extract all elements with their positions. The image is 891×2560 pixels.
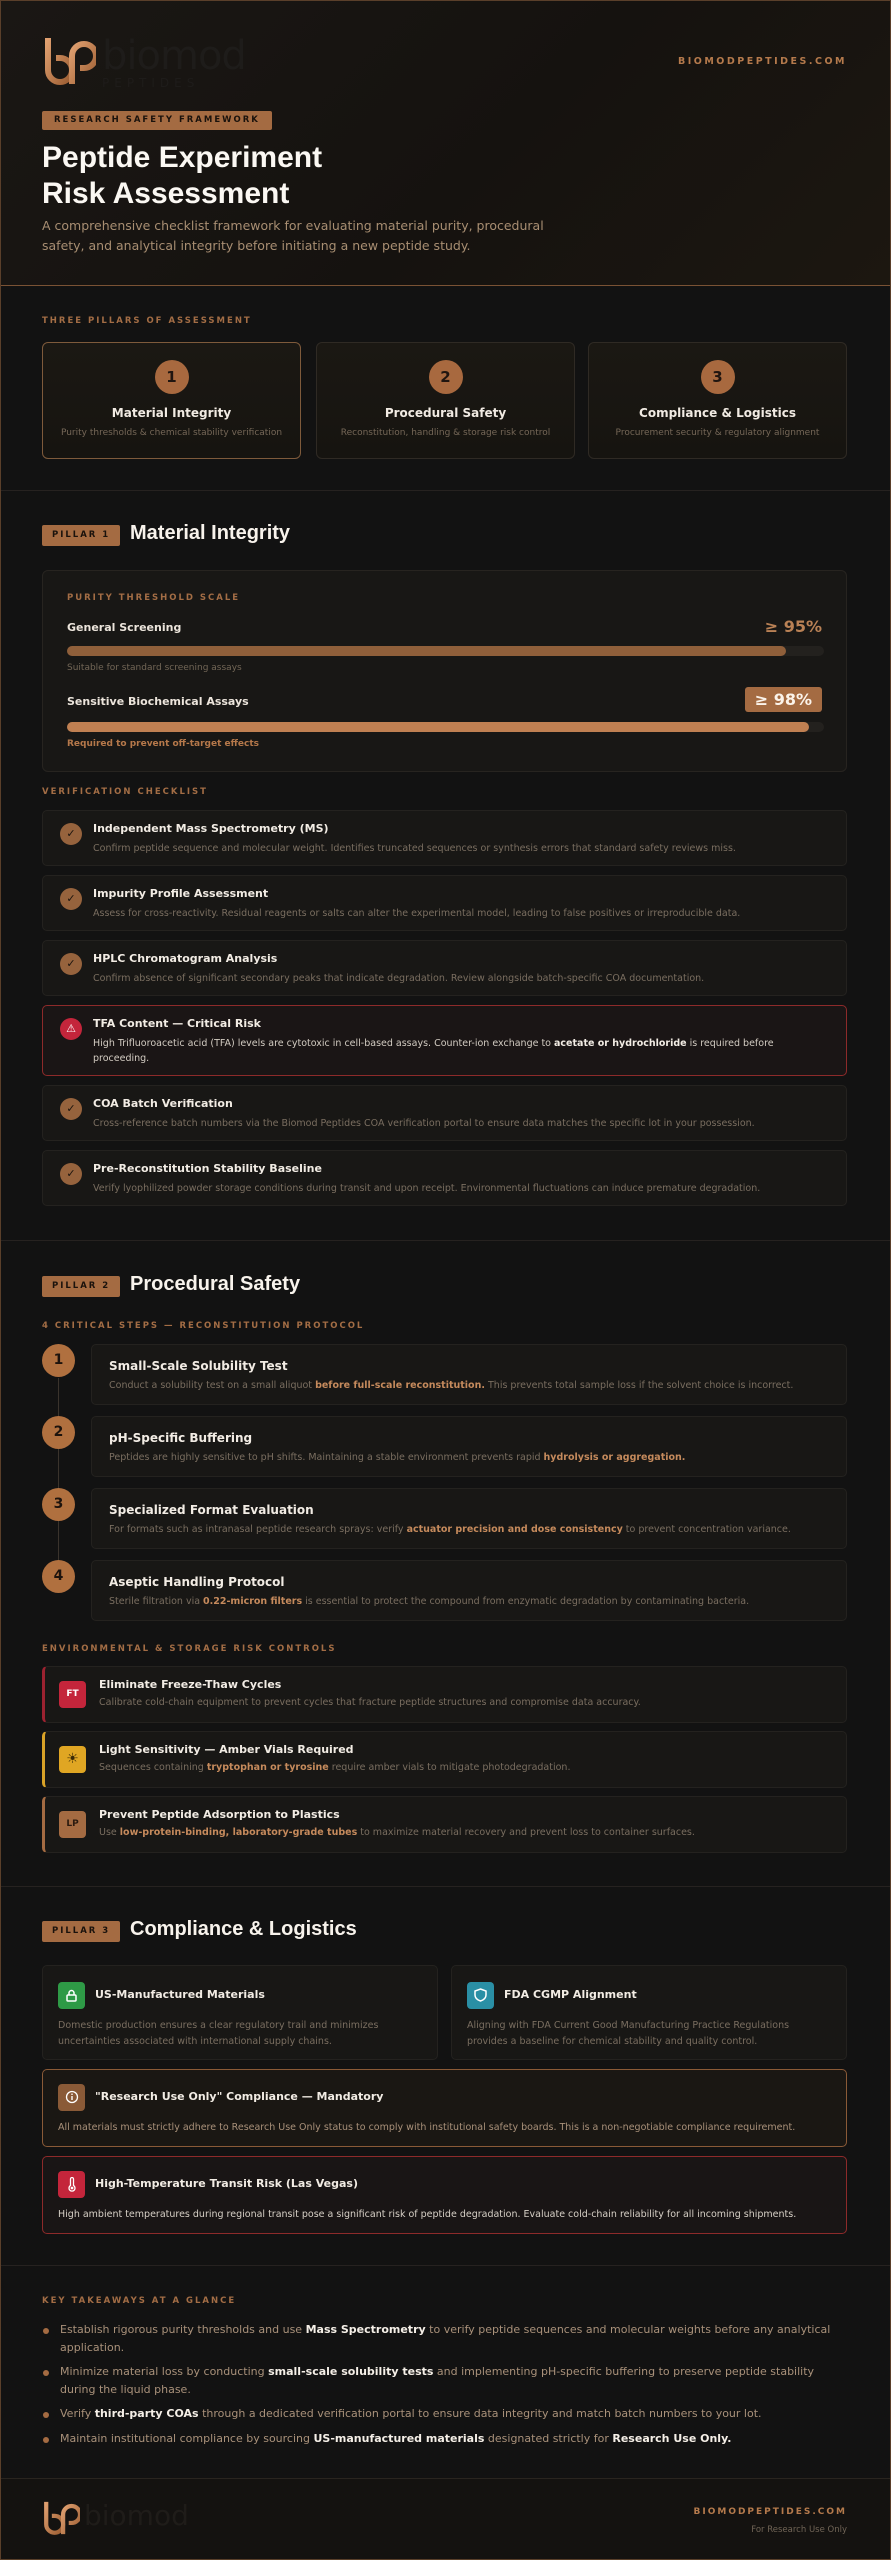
step-number: 1 [42,1344,75,1377]
compliance-card-title: FDA CGMP Alignment [504,1988,637,2001]
env-control-card[interactable] [42,1796,847,1853]
pillar-subtitle: Procurement security & regulatory alignment [615,428,820,438]
material-integrity-heading: Material Integrity [130,522,291,544]
page-footer [0,2478,891,2560]
env-controls-label: ENVIRONMENTAL & STORAGE RISK CONTROLS [42,1644,337,1654]
logo-wordmark: biomod [102,33,246,79]
env-control-card[interactable] [42,1666,847,1723]
check-icon: ✓ [60,1098,82,1120]
section-divider [0,1240,891,1241]
compliance-card-desc: Aligning with FDA Current Good Manufacturing Practice Regulations provides a baseline for chemical stability and quality control. [467,2020,790,2047]
checklist-item-desc: Cross-reference batch numbers via the Biomod Peptides COA verification portal to ensure data matches the specific lot in your possession. [93,1118,755,1129]
site-link[interactable]: BIOMODPEPTIDES.COM [677,56,847,67]
pillars-label: THREE PILLARS OF ASSESSMENT [42,316,252,326]
env-control-desc: Use low-protein-binding, laboratory-grade tubes to maximize material recovery and prevent loss to container surfaces. [99,1827,695,1838]
pillar-card-procedural[interactable] [316,342,575,459]
takeaway-item: Establish rigorous purity thresholds and use Mass Spectrometry to verify peptide sequences and molecular weights before any analytical application. [60,2323,831,2354]
procedural-safety-heading: Procedural Safety [130,1273,301,1295]
checklist-item-desc: Confirm absence of significant secondary peaks that indicate degradation. Review alongside batch-specific COA documentation. [93,973,705,984]
takeaway-item: Minimize material loss by conducting small-scale solubility tests and implementing pH-specific buffering to preserve peptide stability during the liquid phase. [60,2365,815,2396]
checklist-item-title: HPLC Chromatogram Analysis [93,952,278,965]
logo-subtitle: PEPTIDES [102,76,200,90]
biomod-logo-icon [42,34,96,88]
step-desc: Conduct a solubility test on a small aliquot before full-scale reconstitution. This prevents total sample loss if the solvent choice is incorrect. [109,1380,794,1391]
footer-ruo-note: For Research Use Only [751,2525,847,2535]
ruo-compliance-card[interactable] [42,2069,847,2147]
section-divider [0,1886,891,1887]
threshold-label: General Screening [67,621,182,634]
compliance-card[interactable] [42,1965,438,2060]
takeaways-label: KEY TAKEAWAYS AT A GLANCE [42,2296,237,2306]
checklist-item-desc: Assess for cross-reactivity. Residual reagents or salts can alter the experimental model, leading to false positives or irreproducible data. [93,908,741,919]
bullet-icon [43,2370,49,2376]
checklist-item[interactable] [42,1150,847,1206]
transit-risk-desc: High ambient temperatures during regional transit pose a significant risk of peptide degradation. Evaluate cold-chain reliability for all incoming shipments. [58,2209,797,2220]
step-number: 4 [42,1560,75,1593]
threshold-note: Suitable for standard screening assays [67,663,242,673]
bullet-icon [43,2412,49,2418]
threshold-value: ≥ 98% [745,687,822,712]
takeaway-item: Maintain institutional compliance by sourcing US-manufactured materials designated strictly for Research Use Only. [60,2432,732,2445]
bullet-icon [43,2328,49,2334]
checklist-item-desc: High Trifluoroacetic acid (TFA) levels are cytotoxic in cell-based assays. Counter-ion exchange to acetate or hydrochloride is required before proceeding. [93,1038,774,1064]
checklist-item[interactable] [42,810,847,866]
transit-risk-card[interactable] [42,2156,847,2234]
env-control-title: Eliminate Freeze-Thaw Cycles [99,1678,282,1691]
pillar-card-compliance[interactable] [588,342,847,459]
title-line-2: Risk Assessment [42,177,290,210]
checklist-item-title: TFA Content — Critical Risk [93,1017,261,1030]
steps-connector [58,1378,59,1588]
step-number: 2 [42,1416,75,1449]
ruo-desc: All materials must strictly adhere to Research Use Only status to comply with institutional safety boards. This is a non-negotiable compliance requirement. [58,2122,796,2133]
page-title [42,140,642,212]
threshold-bar-fill [67,722,809,732]
checklist-item[interactable] [42,940,847,996]
check-icon: ✓ [60,953,82,975]
ruo-title: "Research Use Only" Compliance — Mandatory [95,2090,384,2103]
compliance-heading: Compliance & Logistics [130,1918,357,1940]
compliance-card-desc: Domestic production ensures a clear regulatory trail and minimizes uncertainties associated with international supply chains. [58,2020,379,2047]
sun-icon: ☀ [59,1746,86,1773]
pillar-subtitle: Purity thresholds & chemical stability verification [60,428,283,438]
takeaway-item: Verify third-party COAs through a dedicated verification portal to ensure data integrity and match batch numbers to your lot. [60,2407,762,2420]
pillar-title: Material Integrity [111,406,232,420]
compliance-card-title: US-Manufactured Materials [95,1988,265,2001]
checklist-item-title: Pre-Reconstitution Stability Baseline [93,1162,322,1175]
page-description: A comprehensive checklist framework for evaluating material purity, procedural safety, and analytical integrity before initiating a new peptide study. [42,218,544,253]
step-desc: For formats such as intranasal peptide research sprays: verify actuator precision and dose consistency to prevent concentration variance. [109,1524,791,1535]
lock-icon [58,1982,85,2009]
pillar-number: 3 [701,360,735,394]
env-control-desc: Calibrate cold-chain equipment to prevent cycles that fracture peptide structures and compromise data accuracy. [99,1697,641,1708]
brand-logo[interactable] [42,34,246,90]
threshold-bar [67,722,824,732]
step-card[interactable] [91,1560,847,1621]
shield-icon [467,1982,494,2009]
check-icon: ✓ [60,823,82,845]
threshold-label: Sensitive Biochemical Assays [67,695,249,708]
checklist-item-desc: Verify lyophilized powder storage conditions during transit and upon receipt. Environmental fluctuations can induce premature degradation. [93,1183,761,1194]
step-title: pH-Specific Buffering [109,1431,253,1445]
checklist-item-title: Independent Mass Spectrometry (MS) [93,822,329,835]
compliance-card[interactable] [451,1965,847,2060]
env-control-title: Prevent Peptide Adsorption to Plastics [99,1808,340,1821]
step-card[interactable] [91,1344,847,1405]
section-divider [0,490,891,491]
info-icon [58,2084,85,2111]
transit-risk-title: High-Temperature Transit Risk (Las Vegas) [95,2177,358,2190]
pillar-number: 2 [429,360,463,394]
checklist-item-desc: Confirm peptide sequence and molecular weight. Identifies truncated sequences or synthesis errors that standard safety reviews miss. [93,843,736,854]
step-number: 3 [42,1488,75,1521]
warning-icon: ⚠ [60,1018,82,1040]
framework-badge: RESEARCH SAFETY FRAMEWORK [42,111,272,130]
env-control-card[interactable] [42,1731,847,1788]
pillar-3-badge: PILLAR 3 [42,1921,120,1942]
pillar-title: Compliance & Logistics [639,406,796,420]
pillar-title: Procedural Safety [384,406,507,420]
threshold-value: ≥ 95% [764,617,822,636]
step-desc: Sterile filtration via 0.22-micron filters is essential to protect the compound from enzymatic degradation by contaminating bacteria. [109,1596,750,1607]
steps-label: 4 CRITICAL STEPS — RECONSTITUTION PROTOCOL [42,1321,365,1331]
env-control-desc: Sequences containing tryptophan or tyrosine require amber vials to mitigate photodegradation. [99,1762,571,1773]
low-protein-tube-icon: LP [59,1811,86,1838]
pillar-subtitle: Reconstitution, handling & storage risk control [340,428,551,438]
purity-scale-label: PURITY THRESHOLD SCALE [67,593,241,603]
page-header [0,0,891,286]
check-icon: ✓ [60,888,82,910]
step-desc: Peptides are highly sensitive to pH shifts. Maintaining a stable environment prevents rapid hydrolysis or aggregation. [109,1452,686,1463]
checklist-item[interactable] [42,875,847,931]
checklist-label: VERIFICATION CHECKLIST [42,787,208,797]
threshold-note: Required to prevent off-target effects [67,739,260,749]
footer-logo-icon [42,2499,80,2537]
pillar-1-badge: PILLAR 1 [42,525,120,546]
checklist-item-critical[interactable] [42,1005,847,1076]
purity-threshold-panel [42,570,847,772]
pillar-number: 1 [155,360,189,394]
thermometer-icon [58,2171,85,2198]
title-line-1: Peptide Experiment [42,141,323,174]
footer-wordmark: biomod [84,2499,189,2532]
threshold-bar [67,646,824,656]
step-title: Specialized Format Evaluation [109,1503,314,1517]
step-card[interactable] [91,1416,847,1477]
checklist-item[interactable] [42,1085,847,1141]
section-divider [0,2265,891,2266]
step-card[interactable] [91,1488,847,1549]
step-title: Aseptic Handling Protocol [109,1575,285,1589]
env-control-title: Light Sensitivity — Amber Vials Required [99,1743,354,1756]
freeze-thaw-icon: FT [59,1681,86,1708]
pillar-card-material[interactable] [42,342,301,459]
check-icon: ✓ [60,1163,82,1185]
step-title: Small-Scale Solubility Test [109,1359,288,1373]
bullet-icon [43,2437,49,2443]
checklist-item-title: COA Batch Verification [93,1097,233,1110]
footer-site-link[interactable]: BIOMODPEPTIDES.COM [693,2507,847,2517]
pillar-2-badge: PILLAR 2 [42,1276,120,1297]
checklist-item-title: Impurity Profile Assessment [93,887,269,900]
threshold-bar-fill [67,646,786,656]
